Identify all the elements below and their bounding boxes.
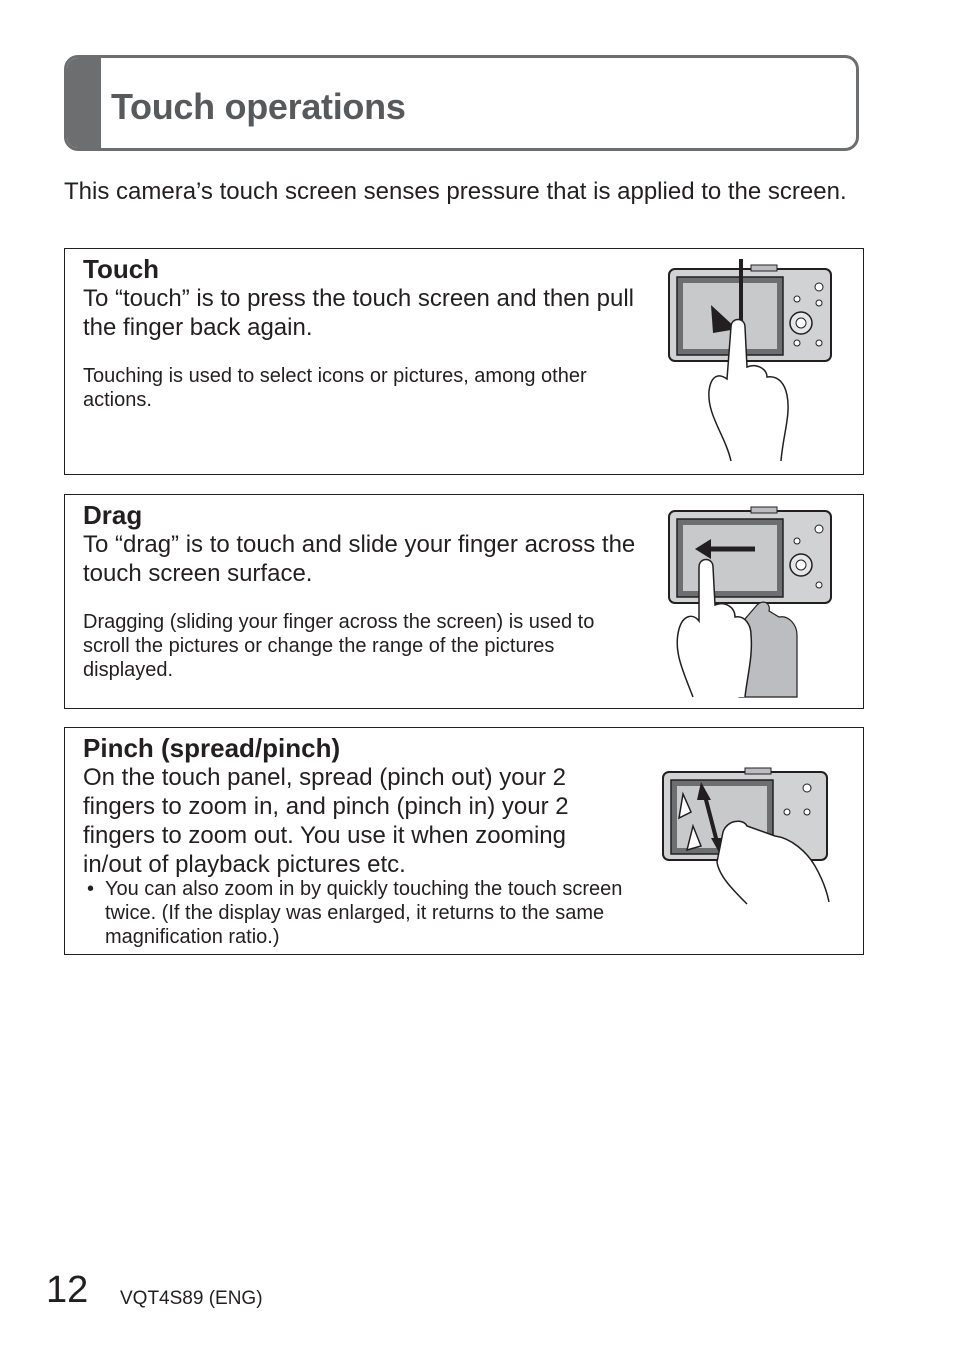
touch-note: Touching is used to select icons or pictures, among other actions. (83, 365, 587, 411)
touch-title: Touch (83, 254, 160, 284)
touch-section (64, 248, 864, 475)
drag-title: Drag (83, 500, 143, 530)
pinch-title: Pinch (spread/pinch) (83, 733, 341, 763)
pinch-section (64, 727, 864, 955)
drag-description: To “drag” is to touch and slide your finger across the touch screen surface. (83, 531, 636, 587)
header-tab (67, 58, 101, 148)
touch-description: To “touch” is to press the touch screen and then pull the finger back again. (83, 285, 634, 341)
pinch-bullet (87, 877, 627, 949)
page-number: 12 (46, 1269, 89, 1311)
drag-section (64, 494, 864, 709)
camera-touch-illustration-icon (663, 255, 843, 467)
camera-drag-illustration-icon (663, 501, 843, 701)
bullet-mark: • (87, 878, 95, 900)
pinch-description: On the touch panel, spread (pinch out) your 2 fingers to zoom in, and pinch (pinch in) your 2 fingers to zoom out. You use it when zooming in/out of playback pictures etc. (83, 764, 569, 878)
drag-note: Dragging (sliding your finger across the screen) is used to scroll the pictures or change the range of the pictures displayed. (83, 611, 595, 681)
section-header (64, 55, 859, 151)
page-title: Touch operations (111, 86, 406, 127)
model-code: VQT4S89 (ENG) (120, 1288, 263, 1309)
intro-text: This camera’s touch screen senses pressure that is applied to the screen. (64, 178, 847, 205)
pinch-bullet-text: You can also zoom in by quickly touching the touch screen twice. (If the display was enlarged, it returns to the same magnification ratio.) (105, 878, 623, 948)
camera-pinch-illustration-icon (657, 766, 847, 906)
